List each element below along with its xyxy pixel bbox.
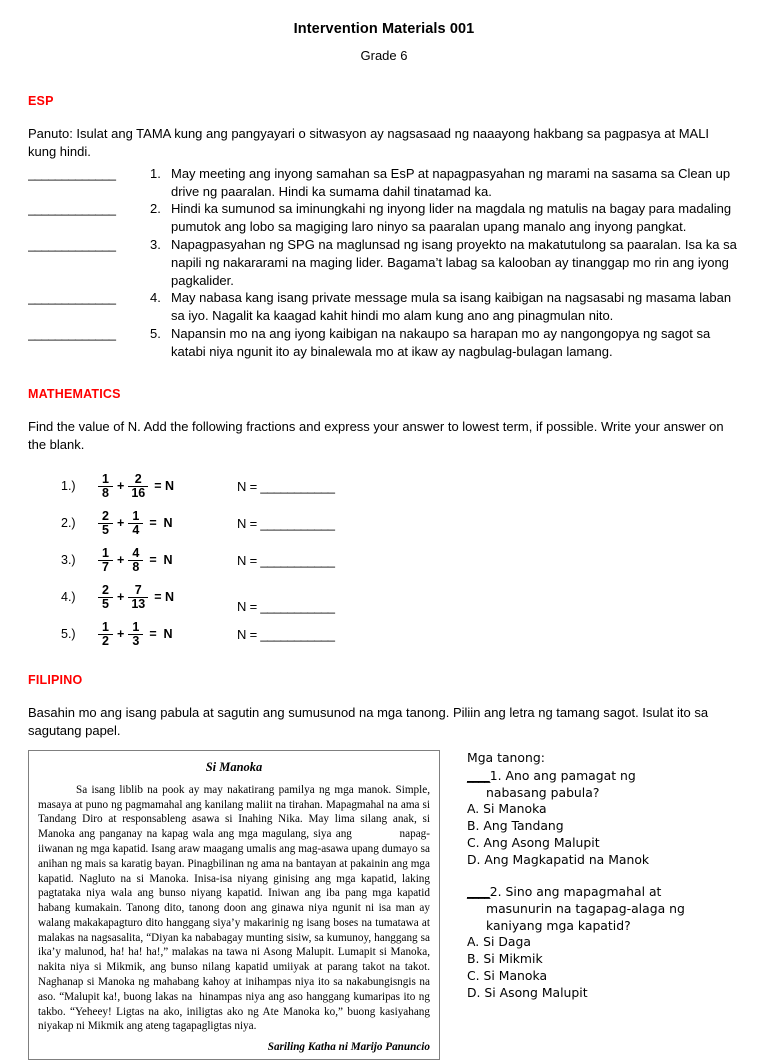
esp-item [28, 165, 740, 201]
fraction-2b [128, 510, 143, 537]
math-item-number-5: 5.) [61, 627, 76, 642]
equals-n-3: = N [149, 553, 173, 568]
questions-label: Mga tanong: [467, 749, 545, 765]
fraction-denominator: 2 [98, 634, 113, 648]
question-stem-1 [467, 768, 744, 802]
math-problem-row [28, 616, 740, 653]
question-2-choice-d[interactable]: D. Si Asong Malupit [467, 985, 588, 1001]
questions-column [440, 750, 744, 1004]
plus-operator: + [117, 516, 125, 531]
fraction-numerator: 2 [134, 471, 142, 486]
plus-operator: + [117, 627, 125, 642]
question-stem-line1: Sino ang mapagmahal at [501, 883, 662, 899]
story-body-text: Sa isang liblib na pook ay may nakatirang pamilya ng mga manok. Simple, masaya at puno ng pagmamahal ang kanilang maliit na tirahan. Mapagmahal na ama si Tandang Diro at responsableng asawa si Inahing Nika. May lima silang anak, si Manoka ang panganay na kapag wala ang mga magulang, siya ang napag-iiwanan ng mga kapatid. Isang araw maagang umalis ang mag-asawa upang dumayo sa anihan ng mais sa karatig bayan. Pinagbilinan ng ama na bantayan at pakainin ang mga kapatid. Nagluto na si Manoka. Inisa-isa niyang ginising ang mga kapatid, laking pagtataka niya wala ang bunso niyang kapatid. Iniwan ang iba pang mga kapatid habang kumakain. Tanong dito, tanong doon ang ginawa niya ngunit ni isa man ay walang makakapagturo dito hanggang siya’y makarinig ng isang boses na tumatawa at malakas na nagsasalita, “Diyan ka nababagay munting sisiw, sa kumunoy, hanggang sa ika’y malunod, ha! ha! ha!,” malakas na tawa ni Asong Malupit. Lumapit si Manoka, nakita niya si Mikmik, ang bunso nilang kapatid umiiyak at parang takot na takot. Naghanap si Manoka ng mahabang kahoy at inihampas niya ito sa nakabungisngis na aso. “Malupit ka!, buong lakas na hinampas niya ang aso hanggang kumaripas ito ng takbo. “Yeheey! Ligtas na ako, iniligtas ako ng Ate Manoka ko,” buong kasiyahang niyakap ni Mikmik ang ateng tagapagligtas niya. [38, 783, 433, 1033]
fraction-2a [98, 510, 113, 537]
question-stem-line2: nabasang pabula? [486, 784, 600, 800]
esp-item-text-1: May meeting ang inyong samahan sa EsP at napagpasyahan ng marami na sasama sa Clean up drive ng paaralan. Hindi ka sumama dahil tinatamad ka. [171, 165, 731, 199]
section-heading-esp: ESP [28, 94, 54, 108]
answer-prefix: N = [237, 478, 261, 494]
fraction-numerator: 1 [132, 508, 140, 523]
section-heading-mathematics: MATHEMATICS [28, 387, 121, 401]
fraction-3a [98, 547, 113, 574]
question-answer-blank-1[interactable]: ____ [467, 767, 490, 783]
plus-operator: + [117, 479, 125, 494]
question-1-choice-b[interactable]: B. Ang Tandang [467, 818, 564, 834]
story-credit: Sariling Katha ni Marijo Panuncio [267, 1041, 430, 1054]
math-answer-slot-2[interactable] [237, 516, 334, 531]
fraction-denominator: 5 [98, 523, 113, 537]
question-2-choice-c[interactable]: C. Si Manoka [467, 968, 548, 984]
question-number-1: 1. [489, 767, 502, 783]
question-stem-2 [467, 884, 744, 935]
equals-n-2: = N [149, 516, 173, 531]
fraction-denominator: 7 [98, 560, 113, 574]
question-block-1 [467, 768, 744, 869]
answer-blank[interactable]: ___________ [260, 598, 335, 614]
equals-n-1: = N [154, 479, 175, 494]
esp-item [28, 200, 740, 236]
fraction-1b [128, 473, 148, 500]
esp-answer-blank-2[interactable]: _____________ [28, 201, 116, 217]
esp-item-text-3: Napagpasyahan ng SPG na maglunsad ng isang proyekto na makatutulong sa paaralan. Isa ka sa napili ng nakararami na maging lider. Bagama’t labag sa kalooban ay tinanggap mo rin ang iyong pagkalider. [171, 237, 737, 288]
answer-prefix: N = [237, 552, 261, 568]
esp-item [28, 236, 740, 289]
fraction-4b [128, 584, 148, 611]
equals-n-5: = N [149, 627, 173, 642]
answer-blank[interactable]: ___________ [260, 515, 335, 531]
esp-answer-blank-5[interactable]: _____________ [28, 326, 116, 342]
story-title: Si Manoka [205, 759, 263, 774]
esp-answer-blank-1[interactable]: _____________ [28, 165, 116, 181]
fraction-denominator: 3 [128, 634, 143, 648]
questions-spacer [467, 871, 744, 884]
fraction-numerator: 1 [102, 471, 109, 486]
math-problem-row [28, 579, 740, 616]
fraction-denominator: 4 [128, 523, 143, 537]
esp-item [28, 289, 740, 325]
fraction-1a [98, 473, 113, 500]
math-problem-list [28, 468, 740, 653]
esp-item-number-1: 1. [150, 165, 161, 181]
plus-operator: + [117, 590, 125, 605]
fraction-numerator: 7 [134, 582, 142, 597]
answer-prefix: N = [237, 598, 261, 614]
question-number-2: 2. [489, 883, 502, 899]
fraction-numerator: 4 [132, 545, 140, 560]
fraction-denominator: 8 [98, 486, 113, 500]
answer-prefix: N = [237, 515, 261, 531]
esp-item-number-3: 3. [150, 237, 161, 253]
fraction-4a [98, 584, 113, 611]
math-item-number-4: 4.) [61, 590, 76, 605]
question-1-choice-a[interactable]: A. Si Manoka [467, 801, 547, 817]
question-stem-line1: Ano ang pamagat ng [501, 767, 636, 783]
answer-blank[interactable]: ___________ [260, 552, 335, 568]
fraction-numerator: 2 [102, 582, 109, 597]
fraction-numerator: 2 [102, 508, 109, 523]
page-title: Intervention Materials 001 [293, 21, 475, 37]
answer-blank[interactable]: ___________ [260, 478, 335, 494]
math-problem-row [28, 542, 740, 579]
mathematics-directions: Find the value of N. Add the following fractions and express your answer to lowest term, if possible. Write your answer on the blank. [28, 419, 724, 452]
section-heading-filipino: FILIPINO [28, 673, 83, 687]
question-1-choice-d[interactable]: D. Ang Magkapatid na Manok [467, 852, 650, 868]
esp-item-text-4: May nabasa kang isang private message mula sa isang kaibigan na nagsasabi ng masama laban sa iyo. Nagalit ka kaagad kahit hindi mo alam kung ano ang pinagmulan nito. [171, 290, 732, 324]
esp-answer-blank-3[interactable]: _____________ [28, 237, 116, 253]
filipino-directions: Basahin mo ang isang pabula at sagutin ang sumusunod na mga tanong. Piliin ang letra ng tamang sagot. Isulat ito sa sagutang papel. [28, 705, 709, 738]
plus-operator: + [117, 553, 125, 568]
esp-item-text-2: Hindi ka sumunod sa iminungkahi ng inyong lider na magdala ng matulis na bagay para madaling pumutok ang lobo sa magiging laro ninyo sa paaralan upang manalo ang inyong pangkat. [171, 201, 732, 235]
question-answer-blank-2[interactable]: ____ [467, 883, 490, 899]
esp-answer-blank-4[interactable]: _____________ [28, 290, 116, 306]
story-box [28, 750, 440, 1060]
math-problem-row [28, 505, 740, 542]
fraction-5a [98, 621, 113, 648]
question-stem-line3: kaniyang mga kapatid? [486, 917, 631, 933]
equals-n-4: = N [154, 590, 175, 605]
math-expression-1 [97, 473, 237, 500]
esp-item-number-5: 5. [150, 326, 161, 342]
esp-item-number-4: 4. [150, 290, 161, 306]
math-expression-3 [97, 547, 237, 574]
answer-prefix: N = [237, 626, 261, 642]
fraction-denominator: 8 [128, 560, 143, 574]
fraction-5b [128, 621, 143, 648]
math-answer-slot-5[interactable] [237, 627, 334, 642]
esp-item-number-2: 2. [150, 201, 161, 217]
fraction-denominator: 13 [128, 597, 148, 611]
question-stem-line2: masunurin na tagapag-alaga ng [486, 900, 685, 916]
math-expression-2 [97, 510, 237, 537]
math-answer-slot-3[interactable] [237, 553, 334, 568]
math-item-number-2: 2.) [61, 516, 76, 531]
question-block-2 [467, 884, 744, 1002]
esp-item-text-5: Napansin mo na ang iyong kaibigan na nakaupo sa harapan mo ay nangongopya ng sagot sa katabi niya ngunit ito ay binalewala mo at ikaw ay nagbulag-bulagan lamang. [171, 326, 711, 359]
esp-directions: Panuto: Isulat ang TAMA kung ang pangyayari o sitwasyon ay nagsasaad ng naaayong hakbang sa pagpasya at MALI kung hindi. [28, 126, 710, 159]
math-item-number-1: 1.) [61, 479, 76, 494]
filipino-content-columns [28, 750, 744, 1060]
page-subtitle: Grade 6 [360, 48, 408, 63]
math-expression-4 [97, 584, 237, 611]
fraction-denominator: 5 [98, 597, 113, 611]
answer-blank[interactable]: ___________ [260, 626, 335, 642]
fraction-numerator: 1 [102, 619, 109, 634]
fraction-numerator: 1 [132, 619, 140, 634]
math-item-number-3: 3.) [61, 553, 76, 568]
fraction-denominator: 16 [128, 486, 148, 500]
math-problem-row [28, 468, 740, 505]
esp-question-list [28, 165, 740, 361]
fraction-numerator: 1 [102, 545, 109, 560]
math-answer-slot-1[interactable] [237, 479, 334, 494]
fraction-3b [128, 547, 143, 574]
esp-item [28, 325, 740, 361]
question-2-choice-a[interactable]: A. Si Daga [467, 934, 531, 950]
question-1-choice-c[interactable]: C. Ang Asong Malupit [467, 835, 600, 851]
question-2-choice-b[interactable]: B. Si Mikmik [467, 951, 543, 967]
math-answer-slot-4[interactable] [237, 599, 334, 616]
math-expression-5 [97, 621, 237, 648]
